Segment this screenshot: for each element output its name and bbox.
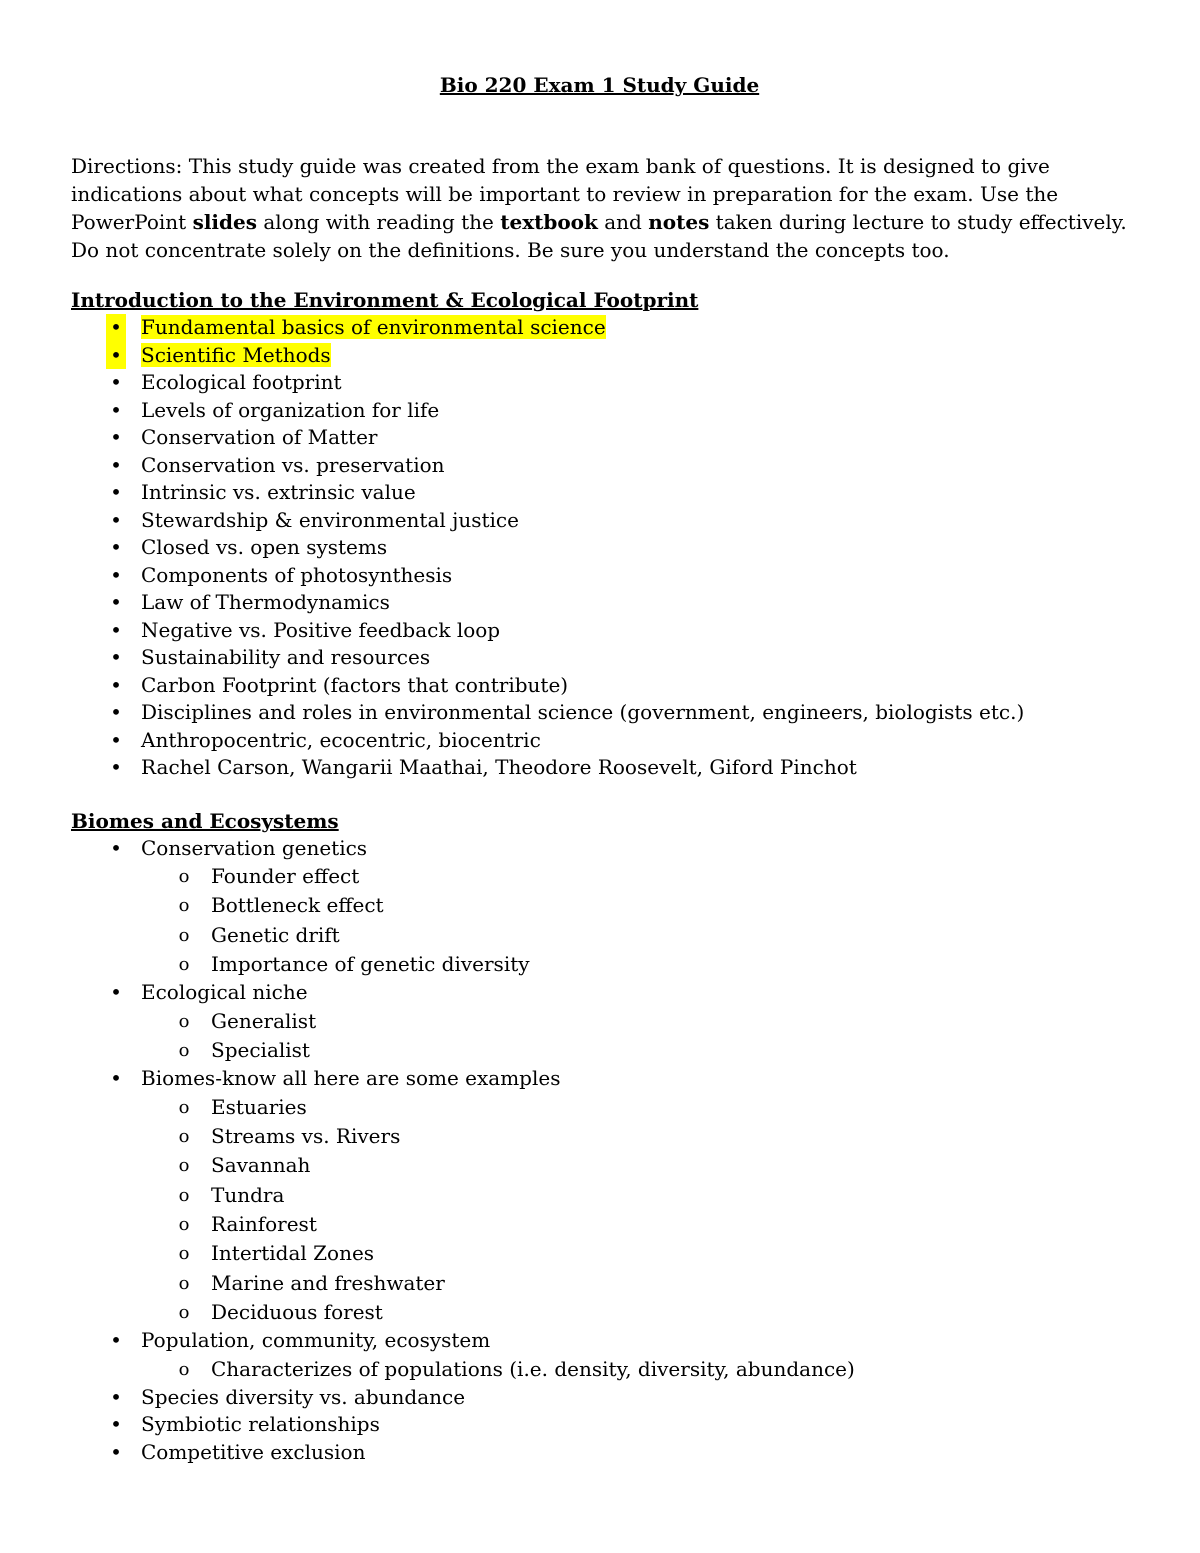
bullet-list — [71, 314, 1131, 782]
bullet-icon: • — [110, 535, 122, 559]
sub-list-item-text: Genetic drift — [211, 922, 340, 947]
bullet-icon: • — [110, 1328, 122, 1353]
section-1 — [71, 286, 1131, 782]
list-item — [71, 617, 1131, 645]
list-item-text: Conservation vs. preservation — [141, 452, 445, 477]
bullet-icon: • — [110, 1384, 122, 1409]
sub-list-item — [141, 1210, 1131, 1239]
bullet-icon: • — [110, 1439, 122, 1464]
directions-text-4: taken during lecture to study effectively. Do not concentrate solely on the definitions. Be sure you understand the concepts too. — [71, 210, 1127, 262]
list-item-text: Conservation of Matter — [141, 425, 378, 449]
list-item — [71, 699, 1131, 727]
list-item — [71, 562, 1131, 590]
sub-list-item-text: Characterizes of populations (i.e. density, diversity, abundance) — [211, 1356, 855, 1381]
list-item — [71, 479, 1131, 507]
sub-list-item — [141, 1269, 1131, 1298]
directions-text-3: and — [597, 210, 649, 234]
sub-list-item — [141, 862, 1131, 891]
section-2 — [71, 807, 1131, 1467]
bullet-icon: • — [110, 562, 122, 587]
directions-bold-textbook: textbook — [500, 210, 598, 234]
sub-list-item-text: Importance of genetic diversity — [211, 951, 530, 976]
sub-list-item — [141, 891, 1131, 920]
list-item-text: Stewardship & environmental justice — [141, 507, 519, 532]
list-item-text: Ecological footprint — [141, 370, 342, 394]
bullet-icon: • — [106, 342, 126, 370]
bullet-icon: • — [110, 397, 122, 422]
circle-bullet-icon: o — [178, 1155, 190, 1177]
list-item-text: Carbon Footprint (factors that contribute) — [141, 672, 569, 697]
list-item — [71, 452, 1131, 480]
sub-list-item-text: Marine and freshwater — [211, 1270, 445, 1295]
bullet-icon: • — [110, 700, 122, 724]
sub-list-item — [141, 1181, 1131, 1210]
study-sections — [71, 286, 1131, 1466]
bullet-icon: • — [110, 835, 122, 860]
sub-bullet-list — [141, 1093, 1131, 1327]
bullet-icon: • — [110, 452, 122, 477]
list-item — [71, 1411, 1131, 1439]
sub-list-item-text: Bottleneck effect — [211, 893, 384, 918]
sub-list-item — [141, 1007, 1131, 1036]
sub-list-item — [141, 1151, 1131, 1180]
circle-bullet-icon: o — [178, 1184, 190, 1206]
list-item-text: Competitive exclusion — [141, 1439, 366, 1464]
circle-bullet-icon: o — [178, 1096, 190, 1118]
list-item-text: Intrinsic vs. extrinsic value — [141, 480, 416, 504]
sub-list-item-text: Tundra — [211, 1182, 285, 1207]
list-item-text: Scientific Methods — [141, 342, 331, 367]
circle-bullet-icon: o — [178, 924, 190, 946]
circle-bullet-icon: o — [178, 1213, 190, 1235]
list-item-text: Biomes-know all here are some examples — [141, 1066, 561, 1091]
bullet-icon: • — [110, 507, 122, 532]
list-item — [71, 507, 1131, 535]
bullet-icon: • — [110, 480, 122, 504]
sub-bullet-list — [141, 1355, 1131, 1384]
bullet-icon: • — [110, 980, 122, 1005]
list-item-text: Species diversity vs. abundance — [141, 1384, 466, 1409]
sub-list-item-text: Deciduous forest — [211, 1299, 383, 1324]
sub-list-item — [141, 1122, 1131, 1151]
directions-paragraph — [71, 152, 1131, 264]
circle-bullet-icon: o — [178, 1272, 190, 1294]
list-item-text: Symbiotic relationships — [141, 1412, 380, 1437]
list-item — [71, 727, 1131, 755]
sub-list-item — [141, 1355, 1131, 1384]
list-item-text: Conservation genetics — [141, 835, 368, 860]
sub-list-item-text: Founder effect — [211, 864, 360, 888]
list-item-text: Fundamental basics of environmental science — [141, 315, 606, 339]
sub-bullet-list — [141, 1007, 1131, 1066]
directions-bold-slides: slides — [192, 210, 257, 234]
bullet-icon: • — [110, 425, 122, 449]
circle-bullet-icon: o — [178, 1010, 190, 1032]
circle-bullet-icon: o — [178, 1039, 190, 1061]
list-item-text: Components of photosynthesis — [141, 562, 453, 587]
document-title: Bio 220 Exam 1 Study Guide — [439, 73, 760, 97]
sub-list-item — [141, 921, 1131, 950]
list-item-text: Ecological niche — [141, 980, 308, 1005]
list-item — [71, 589, 1131, 617]
sub-list-item-text: Intertidal Zones — [211, 1241, 375, 1266]
list-item — [71, 397, 1131, 425]
bullet-icon: • — [110, 672, 122, 697]
sub-list-item — [141, 1239, 1131, 1268]
sub-list-item — [141, 950, 1131, 979]
list-item — [71, 644, 1131, 672]
circle-bullet-icon: o — [178, 895, 190, 917]
directions-text-1: Directions: This study guide was created from the exam bank of questions. It is designed to give indications about what concepts will be important to review in preparation for the exam. Use the PowerPoint — [71, 154, 1059, 234]
directions-text-2: along with reading the — [257, 210, 501, 234]
document-page — [71, 70, 1131, 1466]
list-item-text: Law of Thermodynamics — [141, 590, 390, 614]
bullet-icon: • — [110, 1066, 122, 1091]
circle-bullet-icon: o — [178, 866, 190, 887]
list-item — [71, 534, 1131, 562]
section-heading: Introduction to the Environment & Ecological Footprint — [71, 288, 699, 312]
circle-bullet-icon: o — [178, 953, 190, 975]
list-item — [71, 1065, 1131, 1327]
sub-list-item-text: Estuaries — [211, 1094, 307, 1119]
list-item-text: Population, community, ecosystem — [141, 1328, 491, 1353]
list-item — [71, 369, 1131, 397]
list-item — [71, 424, 1131, 452]
sub-list-item-text: Streams vs. Rivers — [211, 1124, 401, 1149]
list-item-text: Negative vs. Positive feedback loop — [141, 617, 501, 642]
list-item — [71, 1327, 1131, 1384]
bullet-icon: • — [110, 1412, 122, 1437]
list-item — [71, 979, 1131, 1065]
list-item-text: Rachel Carson, Wangarii Maathai, Theodore Roosevelt, Giford Pinchot — [141, 755, 857, 779]
sub-list-item-text: Specialist — [211, 1037, 310, 1062]
circle-bullet-icon: o — [178, 1126, 190, 1148]
bullet-icon: • — [110, 755, 122, 779]
list-item — [71, 754, 1131, 782]
bullet-icon: • — [106, 314, 126, 342]
list-item — [71, 835, 1131, 980]
sub-list-item — [141, 1093, 1131, 1122]
sub-list-item-text: Rainforest — [211, 1211, 317, 1236]
section-heading: Biomes and Ecosystems — [71, 808, 339, 833]
sub-list-item-text: Savannah — [211, 1153, 311, 1178]
list-item-text: Levels of organization for life — [141, 397, 440, 422]
bullet-icon: • — [110, 645, 122, 669]
sub-list-item — [141, 1036, 1131, 1065]
list-item — [71, 1384, 1131, 1412]
circle-bullet-icon: o — [178, 1243, 190, 1265]
list-item-text: Closed vs. open systems — [141, 535, 388, 559]
list-item — [71, 314, 1131, 342]
bullet-list — [71, 835, 1131, 1467]
list-item-text: Disciplines and roles in environmental science (government, engineers, biologists etc.) — [141, 700, 1025, 724]
sub-list-item-text: Generalist — [211, 1008, 317, 1033]
list-item-text: Anthropocentric, ecocentric, biocentric — [141, 727, 541, 752]
directions-bold-notes: notes — [648, 210, 710, 234]
list-item-text: Sustainability and resources — [141, 645, 431, 669]
bullet-icon: • — [110, 617, 122, 642]
list-item — [71, 342, 1131, 370]
sub-list-item — [141, 1298, 1131, 1327]
bullet-icon: • — [110, 370, 122, 394]
sub-bullet-list — [141, 862, 1131, 979]
bullet-icon: • — [110, 590, 122, 614]
bullet-icon: • — [110, 727, 122, 752]
list-item — [71, 1439, 1131, 1467]
circle-bullet-icon: o — [178, 1358, 190, 1380]
circle-bullet-icon: o — [178, 1301, 190, 1323]
list-item — [71, 672, 1131, 700]
